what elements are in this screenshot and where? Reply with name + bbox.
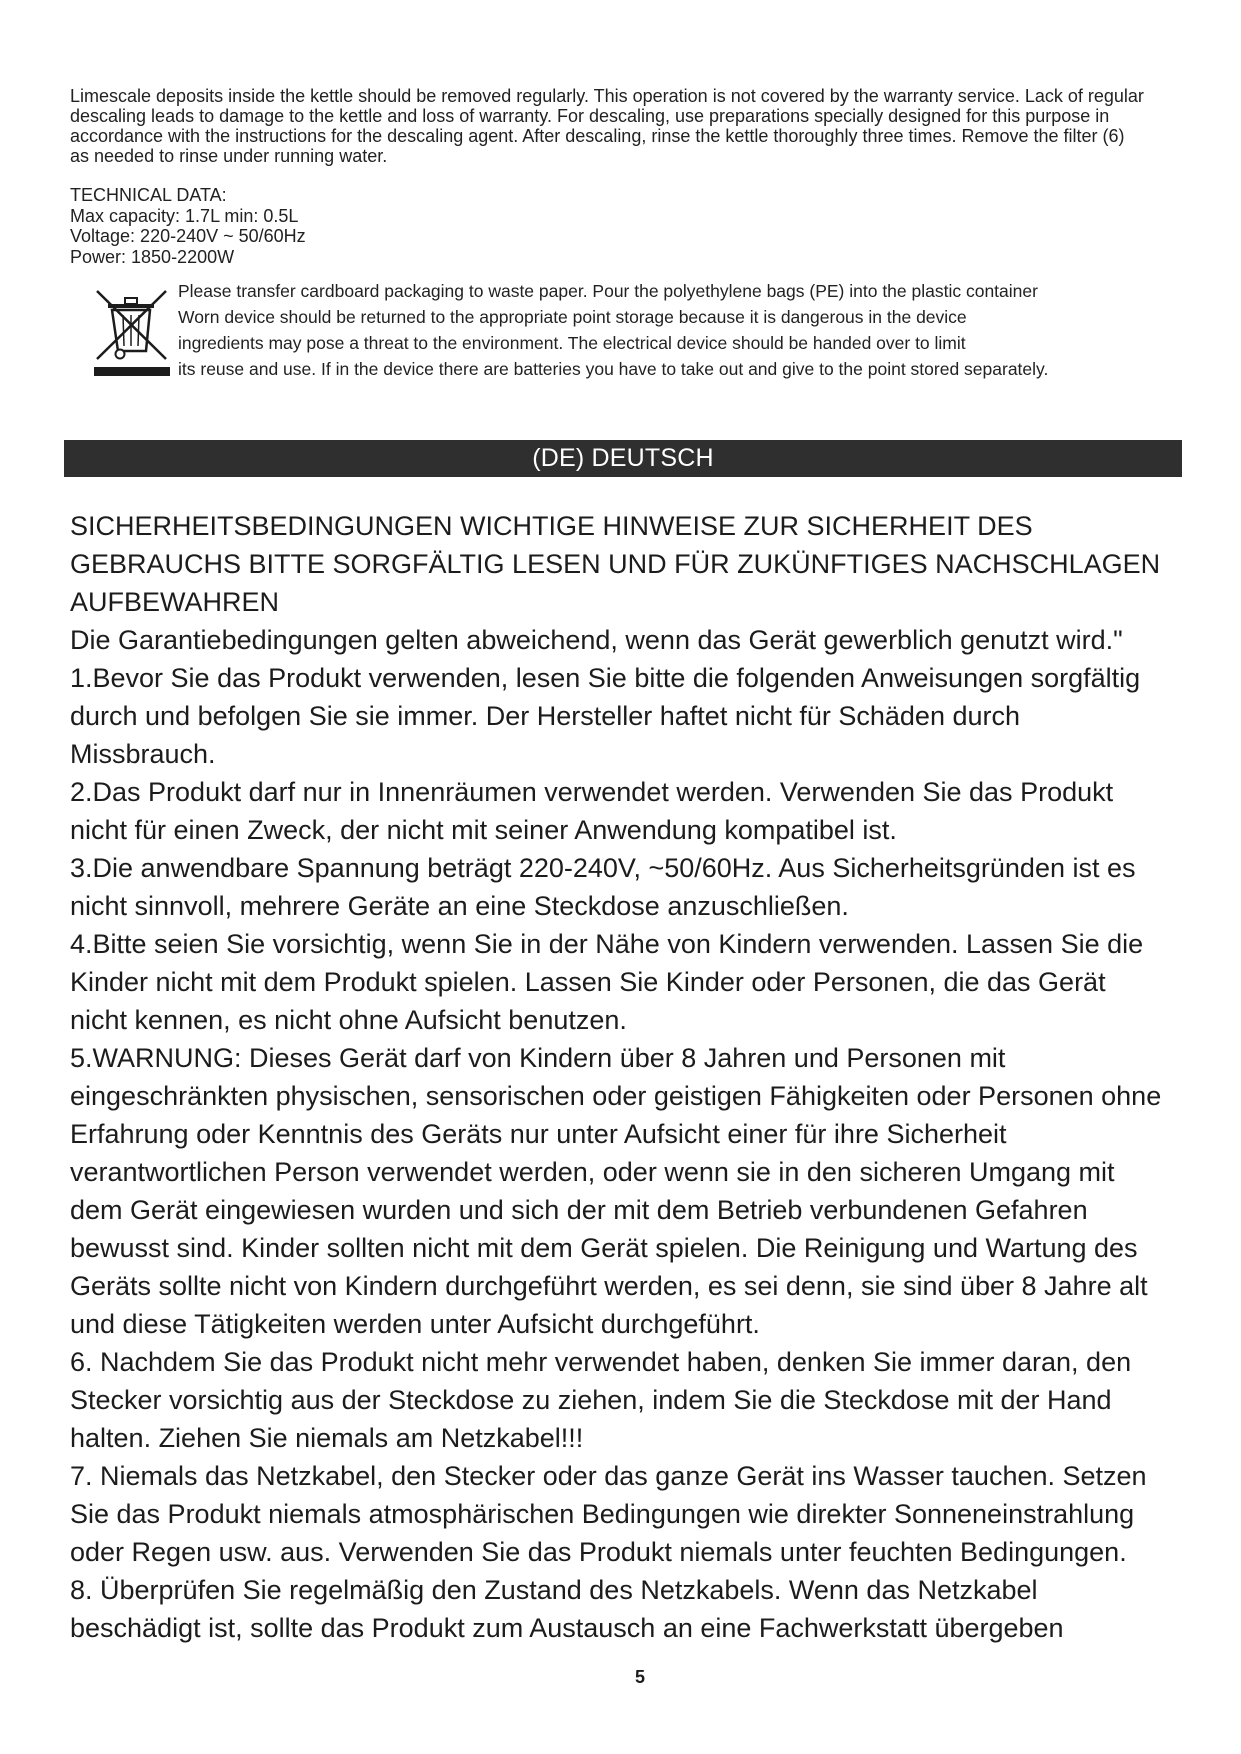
descaling-line: accordance with the instructions for the descaling agent. After descaling, rinse the kettle thoroughly three times. Remove the filter (6) <box>70 126 1125 146</box>
body-line: oder Regen usw. aus. Verwenden Sie das Produkt niemals unter feuchten Bedingungen. <box>70 1537 1127 1567</box>
body-line: bewusst sind. Kinder sollten nicht mit dem Gerät spielen. Die Reinigung und Wartung des <box>70 1233 1138 1263</box>
body-line: Missbrauch. <box>70 739 216 769</box>
body-line: halten. Ziehen Sie niemals am Netzkabel!!! <box>70 1423 584 1453</box>
page-number: 5 <box>634 1667 645 1687</box>
body-line: GEBRAUCHS BITTE SORGFÄLTIG LESEN UND FÜR ZUKÜNFTIGES NACHSCHLAGEN <box>70 549 1161 579</box>
disposal-line: its reuse and use. If in the device there are batteries you have to take out and give to the point stored separately. <box>178 359 1049 379</box>
german-safety-text <box>70 507 1161 1647</box>
body-line: SICHERHEITSBEDINGUNGEN WICHTIGE HINWEISE ZUR SICHERHEIT DES <box>70 511 1033 541</box>
technical-data-line: Max capacity: 1.7L min: 0.5L <box>70 205 299 226</box>
language-section-header <box>64 440 1182 477</box>
body-line: Geräts sollte nicht von Kindern durchgeführt werden, es sei denn, sie sind über 8 Jahre alt <box>70 1271 1148 1301</box>
weee-crossed-bin-icon <box>92 287 172 382</box>
body-line: dem Gerät eingewiesen wurden und sich der mit dem Betrieb verbundenen Gefahren <box>70 1195 1088 1225</box>
disposal-line: Worn device should be returned to the appropriate point storage because it is dangerous in the device <box>178 307 967 327</box>
technical-data-heading: TECHNICAL DATA: <box>70 185 227 205</box>
disposal-line: Please transfer cardboard packaging to waste paper. Pour the polyethylene bags (PE) into the plastic container <box>178 281 1038 301</box>
technical-data-block <box>70 185 306 267</box>
technical-data-line: Voltage: 220-240V ~ 50/60Hz <box>70 226 306 246</box>
body-line: nicht für einen Zweck, der nicht mit seiner Anwendung kompatibel ist. <box>70 815 897 845</box>
body-line: 2.Das Produkt darf nur in Innenräumen verwendet werden. Verwenden Sie das Produkt <box>70 777 1114 807</box>
descaling-line: descaling leads to damage to the kettle and loss of warranty. For descaling, use preparations specially designed for this purpose in <box>70 106 1110 126</box>
body-line: 1.Bevor Sie das Produkt verwenden, lesen Sie bitte die folgenden Anweisungen sorgfältig <box>70 663 1141 693</box>
language-section-title: (DE) DEUTSCH <box>532 444 714 472</box>
body-line: Die Garantiebedingungen gelten abweichend, wenn das Gerät gewerblich genutzt wird." <box>70 625 1123 655</box>
body-line: AUFBEWAHREN <box>70 587 280 617</box>
disposal-instructions <box>178 278 1048 382</box>
body-line: Erfahrung oder Kenntnis des Geräts nur unter Aufsicht einer für ihre Sicherheit <box>70 1119 1007 1149</box>
descaling-line: as needed to rinse under running water. <box>70 146 388 166</box>
body-line: 7. Niemals das Netzkabel, den Stecker oder das ganze Gerät ins Wasser tauchen. Setzen <box>70 1461 1147 1491</box>
body-line: Kinder nicht mit dem Produkt spielen. Lassen Sie Kinder oder Personen, die das Gerät <box>70 967 1106 997</box>
body-line: Stecker vorsichtig aus der Steckdose zu ziehen, indem Sie die Steckdose mit der Hand <box>70 1385 1112 1415</box>
body-line: nicht kennen, es nicht ohne Aufsicht benutzen. <box>70 1005 627 1035</box>
body-line: eingeschränkten physischen, sensorischen oder geistigen Fähigkeiten oder Personen ohne <box>70 1081 1162 1111</box>
body-line: 6. Nachdem Sie das Produkt nicht mehr verwendet haben, denken Sie immer daran, den <box>70 1347 1132 1377</box>
body-line: 4.Bitte seien Sie vorsichtig, wenn Sie in der Nähe von Kindern verwenden. Lassen Sie die <box>70 929 1144 959</box>
body-line: und diese Tätigkeiten werden unter Aufsicht durchgeführt. <box>70 1309 760 1339</box>
descaling-line: Limescale deposits inside the kettle should be removed regularly. This operation is not covered by the warranty service. Lack of regular <box>70 86 1144 106</box>
body-line: beschädigt ist, sollte das Produkt zum Austausch an eine Fachwerkstatt übergeben <box>70 1613 1064 1643</box>
technical-data-line: Power: 1850-2200W <box>70 246 235 267</box>
body-line: verantwortlichen Person verwendet werden, oder wenn sie in den sicheren Umgang mit <box>70 1157 1115 1187</box>
descaling-paragraph <box>70 86 1144 166</box>
body-line: Sie das Produkt niemals atmosphärischen Bedingungen wie direkter Sonneneinstrahlung <box>70 1499 1135 1529</box>
body-line: 3.Die anwendbare Spannung beträgt 220-240V, ~50/60Hz. Aus Sicherheitsgründen ist es <box>70 853 1136 883</box>
disposal-line: ingredients may pose a threat to the environment. The electrical device should be handed over to limit <box>178 333 966 353</box>
body-line: 8. Überprüfen Sie regelmäßig den Zustand des Netzkabels. Wenn das Netzkabel <box>70 1575 1038 1605</box>
body-line: 5.WARNUNG: Dieses Gerät darf von Kindern über 8 Jahren und Personen mit <box>70 1043 1006 1073</box>
body-line: nicht sinnvoll, mehrere Geräte an eine Steckdose anzuschließen. <box>70 891 849 921</box>
body-line: durch und befolgen Sie sie immer. Der Hersteller haftet nicht für Schäden durch <box>70 701 1020 731</box>
